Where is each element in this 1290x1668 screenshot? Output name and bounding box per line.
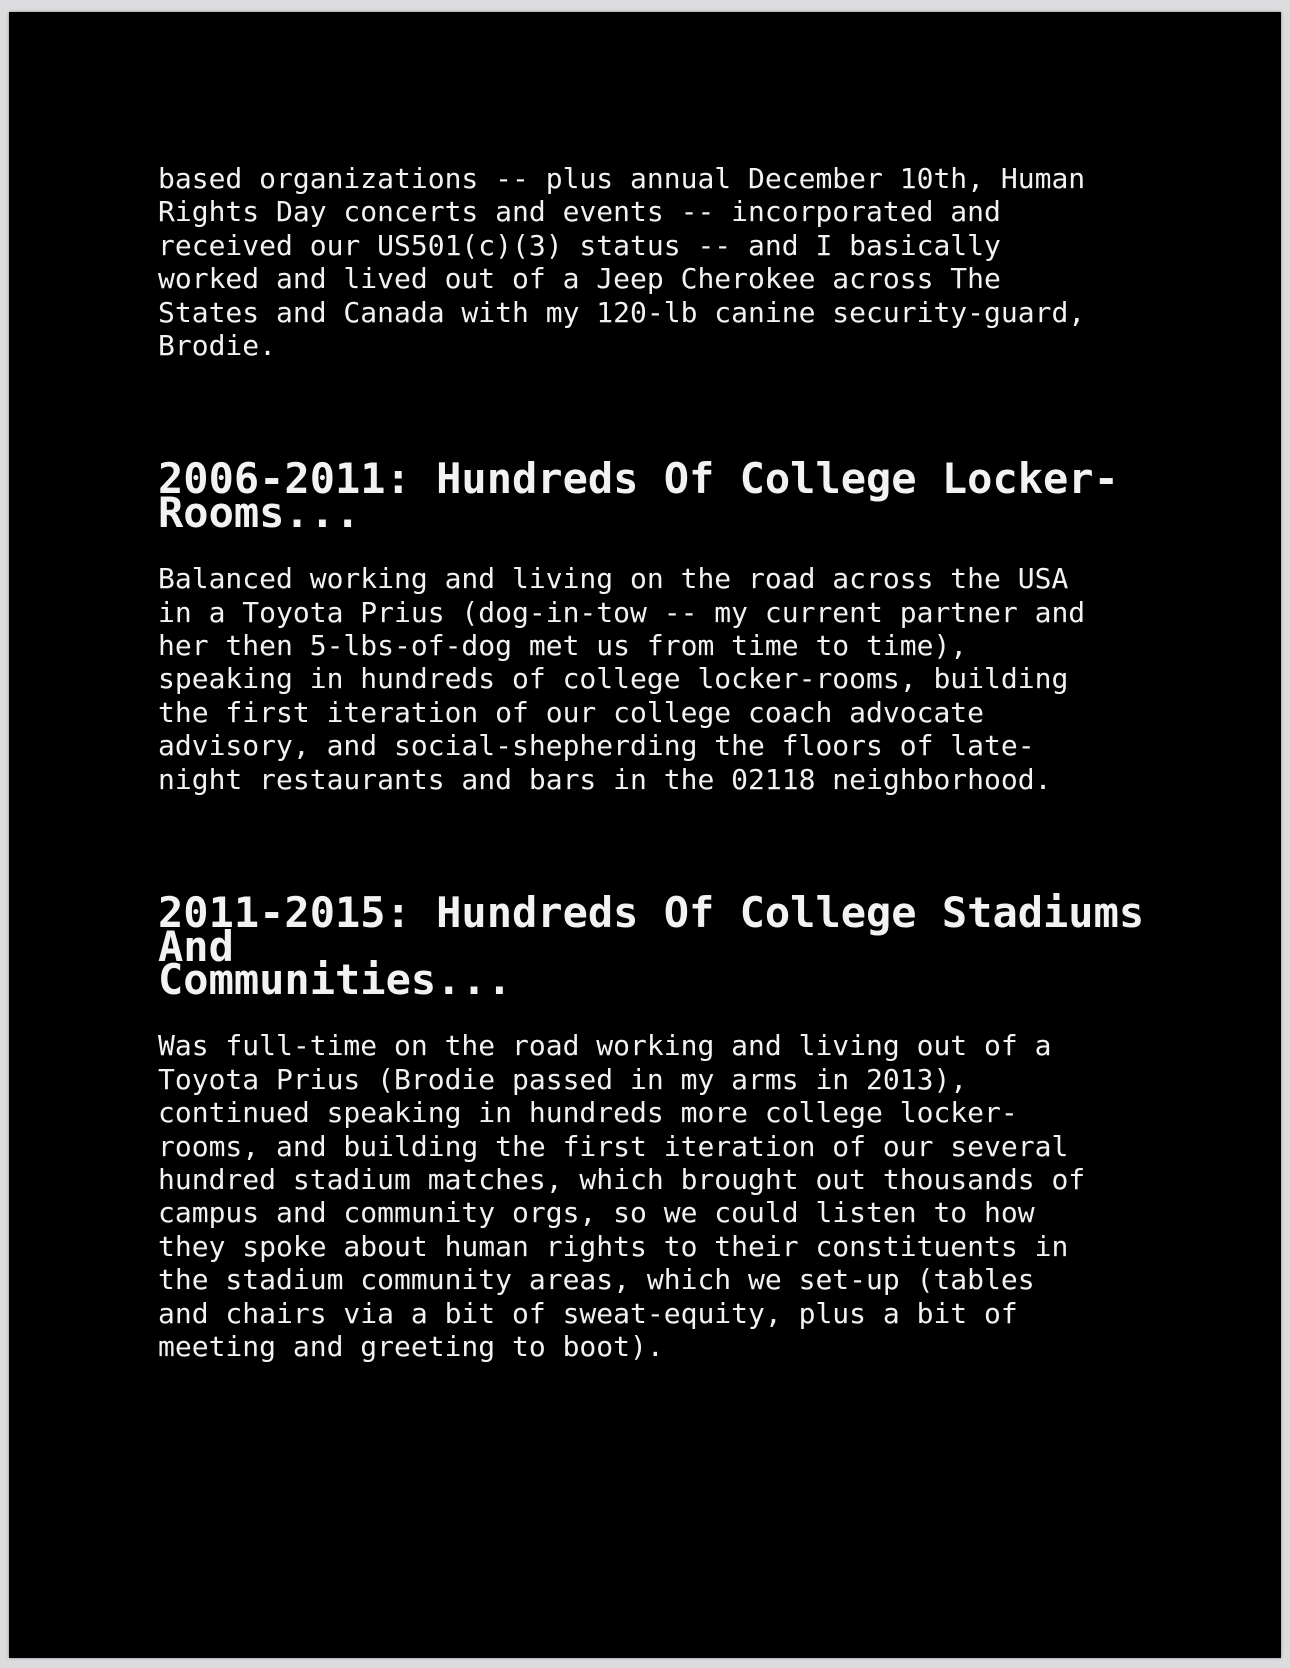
document-page xyxy=(9,12,1281,1658)
section-heading-2011-2015: 2011-2015: Hundreds Of College Stadiums And Communities... xyxy=(158,888,1145,1004)
section-body-2006-2011: Balanced working and living on the road across the USA in a Toyota Prius (dog-in-tow -- my current partner and her then 5-lbs-of-dog met us from time to time), speaking in hundreds of college locker-rooms, building the first iteration of our college coach advocate advisory, and social-shepherding the floors of late- night restaurants and bars in the 02118 neighborhood. xyxy=(158,562,1086,796)
document-content xyxy=(158,162,1158,1363)
section-body-2011-2015: Was full-time on the road working and living out of a Toyota Prius (Brodie passed in my arms in 2013), continued speaking in hundreds more college locker- rooms, and building the first iteration of our several hundred stadium matches, which brought out thousands of campus and community orgs, so we could listen to how they spoke about human rights to their constituents in the stadium community areas, which we set-up (tables and chairs via a bit of sweat-equity, plus a bit of meeting and greeting to boot). xyxy=(158,1029,1086,1363)
intro-paragraph: based organizations -- plus annual December 10th, Human Rights Day concerts and events -- incorporated and received our US501(c)(3) status -- and I basically worked and lived out of a Jeep Cherokee across The States and Canada with my 120-lb canine security-guard, Brodie. xyxy=(158,162,1086,363)
section-spacer xyxy=(158,796,1158,896)
section-heading-2006-2011: 2006-2011: Hundreds Of College Locker-Rooms... xyxy=(158,454,1119,537)
section-spacer xyxy=(158,362,1158,462)
